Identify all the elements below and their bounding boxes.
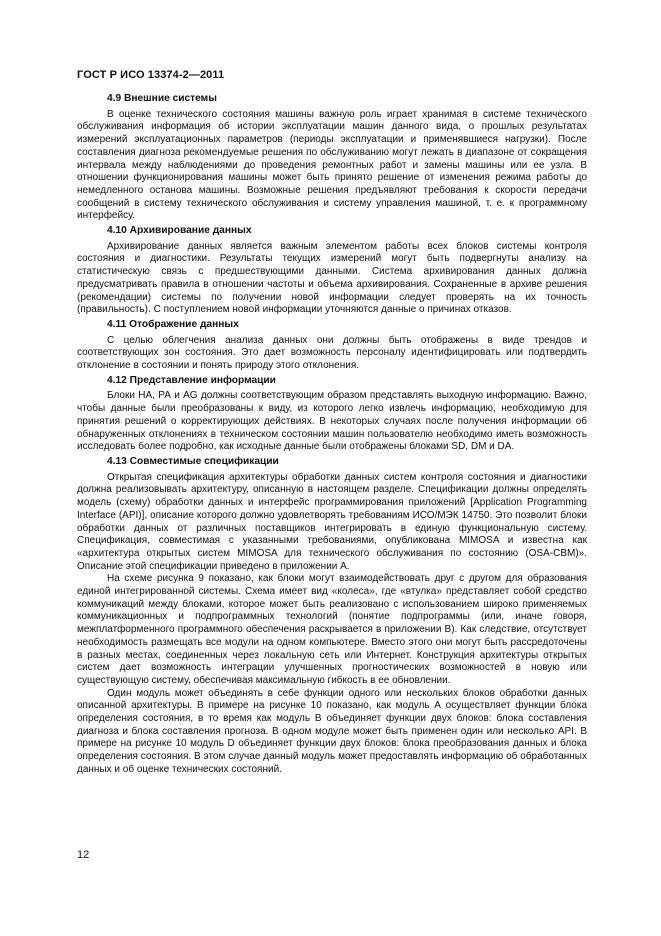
section-heading: 4.9 Внешние системы: [107, 93, 217, 104]
paragraph: С целью облегчения анализа данных они должны быть отображены в виде трендов и соответствующих зон состояния. Это дает возможность персоналу идентифицировать или подтвердить отклонение в состоянии и понять природу этого отклонения.: [77, 334, 587, 372]
section-4-9: [77, 93, 587, 223]
document-header: ГОСТ Р ИСО 13374-2—2011: [77, 69, 225, 81]
section-heading: 4.10 Архивирование данных: [107, 225, 252, 237]
section-heading: 4.11 Отображение данных: [107, 318, 239, 330]
section-heading: 4.13 Совместимые спецификации: [107, 455, 279, 467]
section-4-11: [77, 319, 587, 373]
section-4-13: [77, 456, 587, 777]
page-number: 12: [77, 849, 90, 861]
paragraph: На схеме рисунка 9 показано, как блоки могут взаимодействовать друг с другом для образования единой интегрированной системы. Схема имеет вид «колеса», где «втулка» представляет собой средство коммуникаций между блоками, которое может быть реализовано с использованием широко применяемых коммуникационных и подпрограммных технологий (понятие подпрограммы (или, иначе говоря, межплатформенного программного обеспечения раскрывается в приложении В). Как следствие, отсутствует необходимость размещать все модули на одном компьютере. Вместо этого они могут быть рассредоточены в разных местах, соединенных через локальную сеть или Интернет. Конструкция архитектуры открытых систем дает возможность интеграции улучшенных прогностических возможностей в новую или существующую систему, обеспечивая максимальную гибкость в ее обновлении.: [77, 573, 587, 686]
paragraph: Архивирование данных является важным элементом работы всех блоков системы контроля состояния и диагностики. Результаты текущих измерений могут быть подвергнуты анализу на статистическую связь с предшествующими данными. Система архивирования данных должна предусматривать правила в отношении частоты и объема архивирования. Сохраненные в архиве решения (рекомендации) системы по получении новой информации следует проверять на их точность (правильность). С поступлением новой информации уточняются данные о причинах отказов.: [77, 240, 587, 316]
section-4-12: [77, 375, 587, 454]
paragraph: Блоки НА, РА и AG должны соответствующим образом представлять выходную информацию. Важно, чтобы данные были преобразованы к виду, из которого легко извлечь информацию, необходимую для принятия решений о корректирующих действиях. В некоторых случаях после получения информации об обнаруженных отклонениях в техническом состоянии машин пользователю необходимо иметь возможность исследовать более подробно, как исходные данные были отображены блоками SD, DM и DA.: [77, 390, 587, 453]
paragraph: Открытая спецификация архитектуры обработки данных систем контроля состояния и диагностики должна реализовывать архитектуру, описанную в настоящем разделе. Спецификации должны определять модель (схему) обработки данных и интерфейс программирования приложений [Application Programming Interface (API)], описание которого должно удовлетворять требованиям ИСО/МЭК 14750. Это позволит блоки обработки данных от различных поставщиков интегрировать в единую функциональную систему. Спецификация, совместимая с указанными требованиями, опубликована MIMOSA и известна как «архитектура открытых систем MIMOSA для технического обслуживания по состоянию (OSA-CBM)». Описание этой спецификации приведено в приложении А.: [77, 471, 587, 572]
document-body: [77, 91, 587, 777]
section-4-10: [77, 225, 587, 317]
paragraph: Один модуль может объединять в себе функции одного или нескольких блоков обработки данных описанной архитектуры. В примере на рисунке 10 показано, как модуль А осуществляет функции блока определения состояния, в то время как модуль В объединяет функции двух блоков: блока составления диагноза и блока составления прогноза. В одном модуле может быть применен один или несколько API. В примере на рисунке 10 модуль D объединяет функции двух блоков: блока преобразования данных и блока определения состояния. В этом случае данный модуль может предоставлять информацию об обработанных данных и об оценке технических состояний.: [77, 687, 587, 775]
paragraph: В оценке технического состояния машины важную роль играет хранимая в системе технического обслуживания информация об истории эксплуатации машин данного вида, о прошлых результатах измерений эксплуатационных параметров (периоды эксплуатации и применявшиеся нагрузки). После составления диагноза рекомендуемые решения по обслуживанию могут лежать в диапазоне от сокращения интервала между наблюдениями до проведения ремонтных работ и замены машины или ее узла. В отношении функционирования машины может быть принято решение от изменения режима работы до немедленного останова машины. Возможные решения предъявляют требования к скорости передачи сообщений в систему технического обслуживания и систему управления машиной, т. е. к программному интерфейсу.: [77, 108, 587, 222]
section-heading: 4.12 Представление информации: [107, 374, 276, 386]
